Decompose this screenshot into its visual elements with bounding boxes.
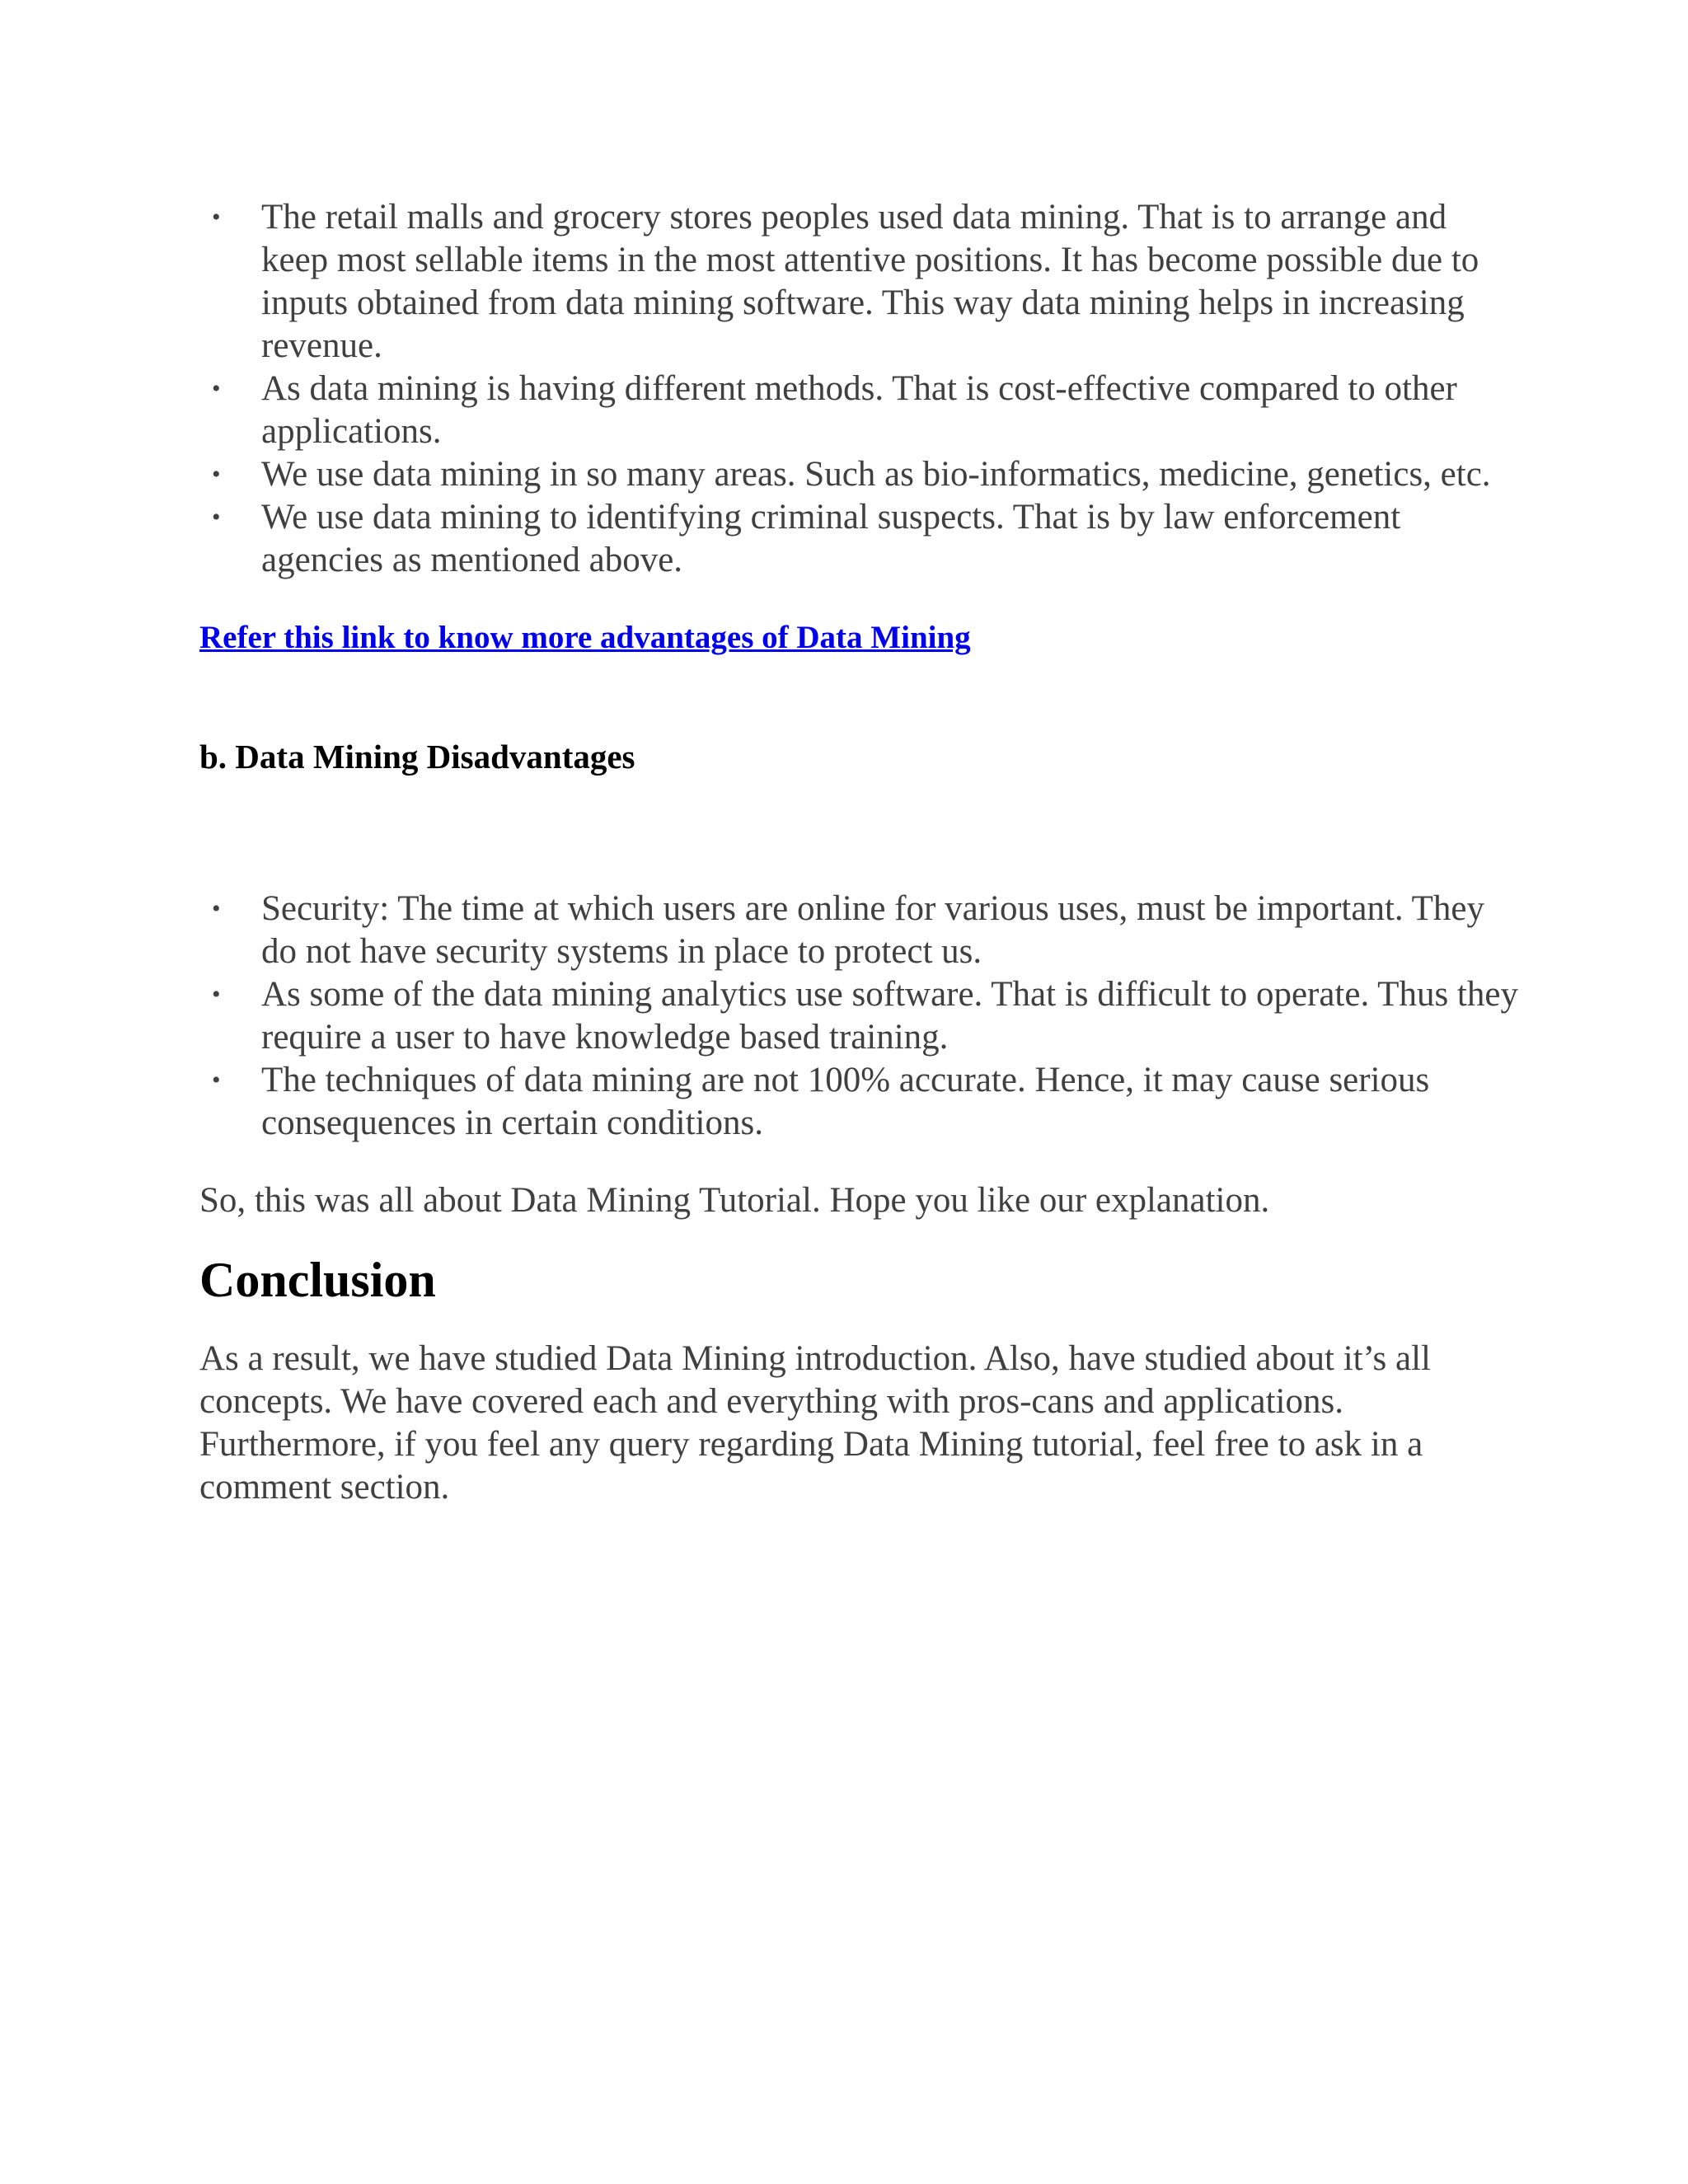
bullet-icon: • bbox=[212, 895, 221, 922]
conclusion-paragraph: As a result, we have studied Data Mining introduction. Also, have studied about it’s all concepts. We have covered each and everything with pros-cans and applications. Furthermore, if you feel any query regarding Data Mining tutorial, feel free to ask in a comment section. bbox=[199, 1339, 1431, 1507]
list-item bbox=[199, 453, 1518, 496]
conclusion-heading: Conclusion bbox=[199, 1253, 436, 1307]
list-item bbox=[199, 368, 1518, 453]
list-item-text: The retail malls and grocery stores peoples used data mining. That is to arrange and keep most sellable items in the most attentive positions. It has become possible due to inputs obtained from data mining software. This way data mining helps in increasing revenue. bbox=[261, 198, 1479, 365]
advantages-list bbox=[199, 196, 1518, 582]
disadvantages-heading: b. Data Mining Disadvantages bbox=[199, 738, 635, 776]
list-item bbox=[199, 196, 1518, 368]
list-item-text: As data mining is having different methods. That is cost-effective compared to other applications. bbox=[261, 369, 1457, 451]
list-item bbox=[199, 496, 1518, 582]
list-item bbox=[199, 973, 1518, 1059]
list-item bbox=[199, 888, 1518, 973]
list-item-text: We use data mining to identifying criminal suspects. That is by law enforcement agencies as mentioned above. bbox=[261, 498, 1401, 579]
advantages-link-paragraph bbox=[199, 616, 1518, 659]
list-item-text: The techniques of data mining are not 100% accurate. Hence, it may cause serious consequences in certain conditions. bbox=[261, 1061, 1430, 1142]
list-item bbox=[199, 1059, 1518, 1145]
bullet-icon: • bbox=[212, 461, 221, 488]
list-item-text: Security: The time at which users are online for various uses, must be important. They do not have security systems in place to protect us. bbox=[261, 889, 1484, 971]
disadvantages-list bbox=[199, 888, 1518, 1145]
bullet-icon: • bbox=[212, 504, 221, 531]
list-item-text: We use data mining in so many areas. Such as bio-informatics, medicine, genetics, etc. bbox=[261, 455, 1491, 494]
bullet-icon: • bbox=[212, 981, 221, 1008]
bullet-icon: • bbox=[212, 1066, 221, 1094]
page-content bbox=[199, 196, 1518, 1509]
list-item-text: As some of the data mining analytics use software. That is difficult to operate. Thus they require a user to have knowledge based training. bbox=[261, 975, 1518, 1057]
bullet-icon: • bbox=[212, 204, 221, 231]
summary-paragraph: So, this was all about Data Mining Tutorial. Hope you like our explanation. bbox=[199, 1181, 1270, 1220]
bullet-icon: • bbox=[212, 375, 221, 402]
advantages-link[interactable]: Refer this link to know more advantages of Data Mining bbox=[199, 620, 971, 655]
